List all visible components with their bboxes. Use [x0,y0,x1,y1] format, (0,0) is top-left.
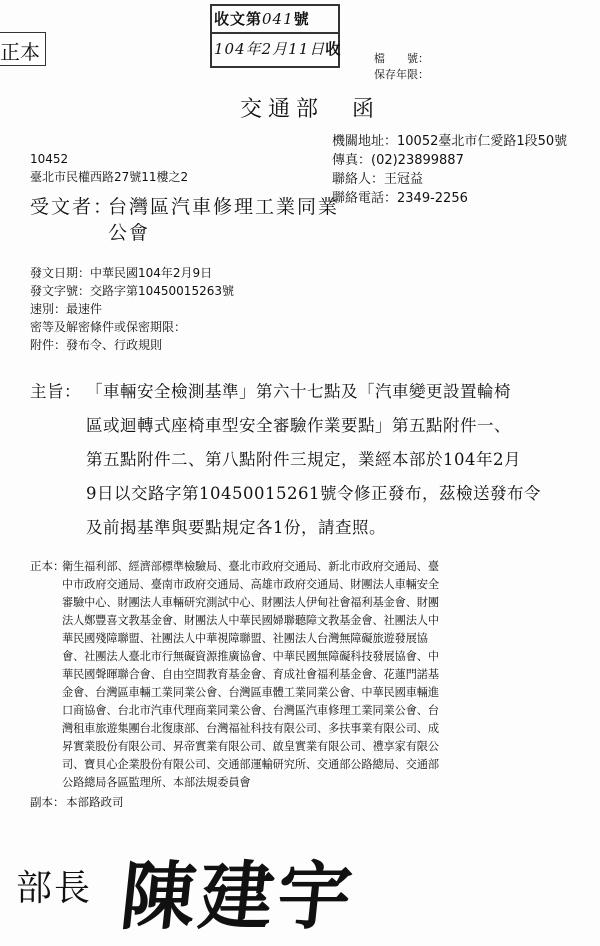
secrecy-level: 密等及解密條件或保密期限： [30,320,187,334]
document-title: 交通部 函 [240,97,381,122]
recipient-label: 受文者： [30,196,115,218]
issue-number: 發文字號：交路字第10450015263號 [30,284,234,298]
receipt-date [214,38,341,59]
retention-label: 保存年限： [374,68,429,81]
contact-phone: 聯絡電話：2349-2256 [332,191,468,206]
receipt-number-suffix: 號 [293,10,310,28]
recipient-postcode: 10452 [30,152,69,166]
distribution-label: 正本： [30,559,65,573]
recipient-street: 臺北市民權西路27號11樓之2 [30,170,189,184]
agency-address: 機關地址：10052臺北市仁愛路1段50號 [332,134,568,149]
recipient-name-line2: 公會 [108,222,151,244]
distribution-line: 審驗中心、財團法人車輛研究測試中心、財團法人伊甸社會福利基金會、財團 [62,596,439,609]
distribution-line: 法人鄭豐喜文教基金會、財團法人中華民國婦聯聽障文教基金會、社團法人中 [62,614,439,627]
distribution-line: 灣租車旅遊集團台北復康部、台灣福祉科技有限公司、多扶事業有限公司、成 [62,722,439,735]
minister-title: 部長 [16,868,93,909]
distribution-line: 昇實業股份有限公司、昇帝實業有限公司、啟皇實業有限公司、禮享家有限公 [62,740,439,753]
file-number-label: 檔 號： [374,52,429,65]
receipt-number-value: 041 [262,10,294,28]
receipt-number-label: 收文第 [214,10,263,28]
recipient-name-line1: 台灣區汽車修理工業同業 [108,196,340,218]
issue-date: 發文日期：中華民國104年2月9日 [30,266,213,280]
receipt-date-value: 104年2月11日 [214,40,326,58]
subject-line: 9日以交路字第10450015261號令修正發布，茲檢送發布令 [86,484,541,503]
receipt-date-suffix: 收 [325,40,342,58]
subject-line: 「車輛安全檢測基準」第六十七點及「汽車變更設置輪椅 [86,382,511,401]
distribution-line: 會、社團法人臺北市行無礙資源推廣協會、中華民國無障礙科技發展協會、中 [62,650,439,663]
copy-label: 副本： [30,795,65,809]
distribution-line: 衛生福利部、經濟部標準檢驗局、臺北市政府交通局、新北市政府交通局、臺 [62,560,439,573]
distribution-line: 華民國聲暉聯合會、自由空間教育基金會、育成社會福利基金會、花蓮門諾基 [62,668,439,681]
copy-recipient: 本部路政司 [66,795,124,809]
delivery-speed: 速別：最速件 [30,302,103,316]
contact-person: 聯絡人：王冠益 [332,172,424,187]
subject-line: 第五點附件二、第八點附件三規定，業經本部於104年2月 [86,450,521,469]
original-copy-tag: 正本 [0,40,40,64]
distribution-line: 金會、台灣區車輛工業同業公會、台灣區車體工業同業公會、中華民國車輛進 [62,686,439,699]
agency-fax: 傳真：(02)23899887 [332,153,464,168]
distribution-line: 中市政府交通局、臺南市政府交通局、高雄市政府交通局、財團法人車輛安全 [62,578,439,591]
subject-line: 區或迴轉式座椅車型安全審驗作業要點」第五點附件一、 [86,416,511,435]
receipt-stamp-divider [210,32,338,34]
receipt-number [214,8,310,29]
attachments: 附件：發布令、行政規則 [30,338,163,352]
distribution-line: 華民國殘障聯盟、社團法人中華視障聯盟、社團法人台灣無障礙旅遊發展協 [62,632,428,645]
distribution-line: 口商協會、台北市汽車代理商業同業公會、台灣區汽車修理工業同業公會、台 [62,704,439,717]
minister-signature: 陳建宇 [116,854,360,940]
distribution-line: 公路總局各區監理所、本部法規委員會 [62,776,251,789]
subject-line: 及前揭基準與要點規定各1份，請查照。 [86,518,386,537]
distribution-line: 司、寶貝心企業股份有限公司、交通部運輸研究所、交通部公路總局、交通部 [62,758,439,771]
subject-label: 主旨： [30,382,81,401]
